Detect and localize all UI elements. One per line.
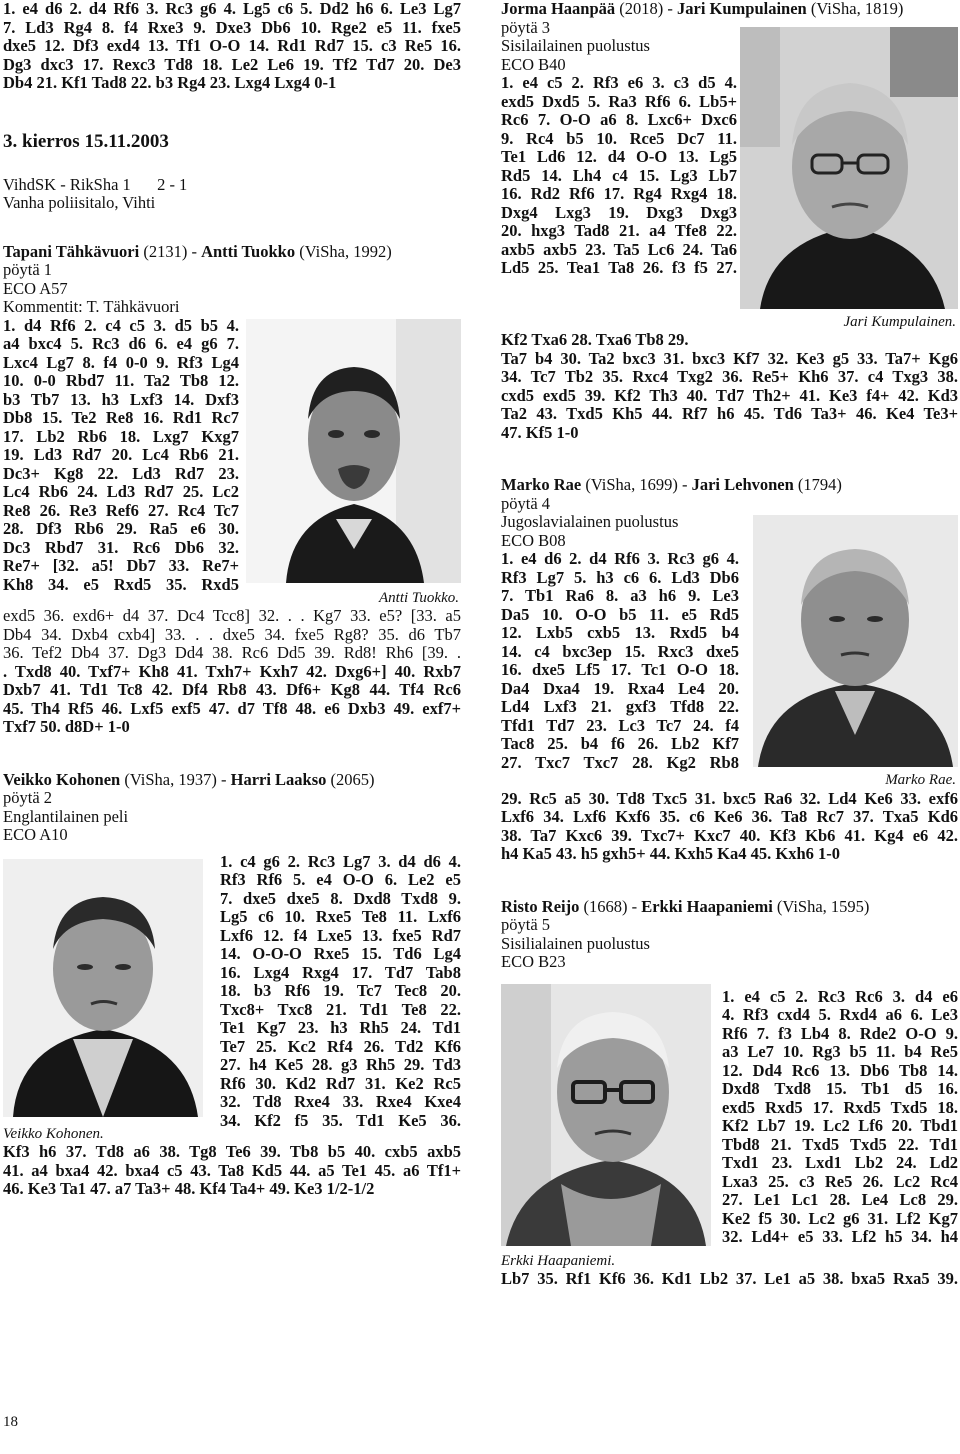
game-moves-continued bbox=[3, 607, 461, 737]
move-line: Da5 10. O-O b5 11. e5 Rd5 bbox=[501, 604, 739, 624]
white-player: Tapani Tähkävuori bbox=[3, 241, 140, 261]
move-line: 17. Lb2 Rb6 18. Lxg7 Kxg7 bbox=[3, 426, 239, 446]
photo-caption: Erkki Haapaniemi. bbox=[501, 1252, 616, 1269]
white-info: (ViSha, 1937) - bbox=[124, 769, 227, 789]
opening-name: Jugoslavialainen puolustus bbox=[501, 512, 679, 531]
move-line: 36. Tef2 Db4 37. Dg3 Dd4 38. Rc6 Dd5 39. Rd8! Rh6 [39. . bbox=[3, 643, 461, 662]
move-line: 1. c4 g6 2. Rc3 Lg7 3. d4 d6 4. bbox=[220, 851, 461, 871]
move-line: 28. Df3 Rb6 29. Ra5 e6 30. bbox=[3, 519, 239, 538]
move-line: Lc4 Rb6 24. Ld3 Rd7 25. Lc2 bbox=[3, 482, 239, 501]
game-moves bbox=[722, 988, 958, 1247]
move-line: Lxf6 34. Lxf6 Kxf6 35. c6 Ke6 36. Ta8 Rc7 37. Txa5 Kd6 bbox=[501, 807, 958, 826]
move-line: Re7+ [32. a5! Db7 33. Re7+ bbox=[3, 556, 239, 575]
move-line: cxd5 exd5 39. Kf2 Th3 40. Td7 Th2+ 41. Ke3 f4+ 42. Kd3 bbox=[501, 385, 958, 405]
photo-block bbox=[246, 317, 461, 608]
move-line: Dxd8 Txd8 15. Tb1 d5 16. bbox=[722, 1079, 958, 1098]
move-line: Txc8+ Txc8 21. Td1 Te8 22. bbox=[220, 999, 461, 1019]
move-line: 1. d4 Rf6 2. c4 c5 3. d5 b5 4. bbox=[3, 315, 239, 335]
black-info: (2065) bbox=[330, 769, 375, 789]
move-line: Te1 Kg7 23. h3 Rh5 24. Td1 bbox=[220, 1018, 461, 1037]
game-header-and-moves bbox=[501, 513, 739, 772]
white-info: (1668) - bbox=[583, 896, 638, 916]
move-line: 1. e4 c5 2. Rc3 Rc6 3. d4 e6 bbox=[722, 986, 958, 1006]
game-1 bbox=[3, 243, 461, 737]
move-line: Db8 15. Te2 Re8 16. Rd1 Rc7 bbox=[3, 408, 239, 427]
move-line: Te1 Ld6 12. d4 O-O 13. Lg5 bbox=[501, 147, 737, 166]
move-line: Kh8 34. e5 Rxd5 35. Rxd5 bbox=[3, 574, 239, 594]
move-line: dxe5 12. Df3 exd4 13. Tf1 O-O 14. Rd1 Rd7 15. c3 Re5 16. bbox=[3, 36, 461, 55]
move-line: Dg3 dxc3 17. Rexc3 Td8 18. Le2 Le6 19. Tf2 Td7 20. De3 bbox=[3, 54, 461, 74]
move-line: Tbd8 21. Txd5 Txd5 22. Td1 bbox=[722, 1134, 958, 1154]
move-line: a4 bxc4 5. Rc3 d6 6. e4 g6 7. bbox=[3, 334, 239, 353]
move-line: 14. c4 bxc3ep 15. Rxc3 dxe5 bbox=[501, 641, 739, 661]
player-photo-jari-kumpulainen bbox=[740, 27, 958, 309]
move-line: 12. Dd4 Rc6 13. Db6 Tb8 14. bbox=[722, 1060, 958, 1080]
move-line: 14. O-O-O Rxe5 15. Td6 Lg4 bbox=[220, 944, 461, 963]
move-line: Ke2 f5 30. Lc2 g6 31. Lf2 Kg7 bbox=[722, 1208, 958, 1228]
game-moves-continued bbox=[501, 331, 958, 442]
game-moves bbox=[501, 74, 737, 278]
game-4 bbox=[501, 476, 958, 864]
photo-block bbox=[501, 972, 711, 1271]
eco-code: ECO A57 bbox=[3, 278, 68, 298]
move-line: 7. Tb1 Ra6 8. a3 h6 9. Le3 bbox=[501, 586, 739, 605]
move-line: Rf3 Rf6 5. e4 O-O 6. Le2 e5 bbox=[220, 870, 461, 889]
left-column bbox=[3, 0, 461, 1199]
move-line: Ld5 25. Tea1 Ta8 26. f3 f5 27. bbox=[501, 258, 737, 277]
player-photo-antti-tuokko bbox=[246, 319, 461, 583]
move-line: exd5 Dxd5 5. Ra3 Rf6 6. Lb5+ bbox=[501, 91, 737, 111]
move-line: Rf3 Lg7 5. h3 c6 6. Ld3 Db6 bbox=[501, 567, 739, 587]
white-info: (ViSha, 1699) - bbox=[585, 475, 688, 494]
move-line: 27. Txc7 Txc7 28. Kg2 Rb8 bbox=[501, 752, 739, 772]
move-line: Dxg4 Lxg3 19. Dxg3 Dxg3 bbox=[501, 202, 737, 222]
right-column bbox=[501, 0, 958, 1289]
game-players bbox=[3, 243, 461, 262]
move-line: b3 Tb7 13. h3 Lxf3 14. Dxf3 bbox=[3, 389, 239, 409]
move-line: 47. Kf5 1-0 bbox=[501, 422, 579, 442]
move-line: 41. a4 bxa4 42. bxa4 c5 43. Ta8 Kd5 44. a5 Te1 45. a6 Tf1+ bbox=[3, 1160, 461, 1180]
move-line: Kf3 h6 37. Td8 a6 38. Tg8 Te6 39. Tb8 b5 40. cxb5 axb5 bbox=[3, 1142, 461, 1161]
black-info: (ViSha, 1819) bbox=[810, 0, 904, 18]
photo-caption: Veikko Kohonen. bbox=[3, 1125, 104, 1142]
move-line: 16. Lxg4 Rxg4 17. Td7 Tab8 bbox=[220, 962, 461, 982]
move-line: 10. 0-0 Rbd7 11. Ta2 Tb8 12. bbox=[3, 371, 239, 390]
black-player: Erkki Haapaniemi bbox=[641, 896, 773, 916]
move-line: 18. b3 Rf6 19. Tc7 Tec8 20. bbox=[220, 981, 461, 1000]
move-line: 4. Rf3 cxd4 5. Rxd4 a6 6. Le3 bbox=[722, 1005, 958, 1024]
match-teams: VihdSK - RikSha 1 bbox=[3, 174, 131, 194]
move-line: 20. hxg3 Tad8 21. a4 Tfe8 22. bbox=[501, 221, 737, 240]
move-line: Db4 21. Kf1 Tad8 22. b3 Rg4 23. Lxg4 Lxg4 0-1 bbox=[3, 73, 337, 92]
black-info: (1794) bbox=[797, 475, 842, 494]
black-info: (ViSha, 1992) bbox=[299, 241, 392, 261]
move-line: 27. Le1 Lc1 28. Le4 Lc8 29. bbox=[722, 1190, 958, 1209]
move-line: 16. Rd2 Rf6 17. Rg4 Rxg4 18. bbox=[501, 184, 737, 203]
move-line: Da4 Dxa4 19. Rxa4 Le4 20. bbox=[501, 678, 739, 698]
player-photo-veikko-kohonen bbox=[3, 859, 203, 1117]
white-player: Jorma Haanpää bbox=[501, 0, 616, 18]
game-3 bbox=[501, 0, 958, 442]
photo-caption: Antti Tuokko. bbox=[379, 589, 459, 606]
move-line: 27. h4 Ke5 28. g3 Rh5 29. Td3 bbox=[220, 1055, 461, 1074]
game-moves-continued bbox=[501, 1270, 958, 1289]
move-line: 29. Rc5 a5 30. Td8 Txc5 31. bxc5 Ra6 32. Ld4 Ke6 33. exf6 bbox=[501, 788, 958, 808]
round-heading: 3. kierros 15.11.2003 bbox=[3, 130, 169, 152]
move-line: . Txd8 40. Txf7+ Kh8 41. Txh7+ Kxh7 42. Dxg6+] 40. Rxb7 bbox=[3, 661, 461, 681]
player-photo-marko-rae bbox=[753, 515, 958, 767]
eco-code: ECO B08 bbox=[501, 530, 566, 550]
move-line: Lxf6 12. f4 Lxe5 13. fxe5 Rd7 bbox=[220, 925, 461, 945]
move-line: Rc6 7. O-O a6 8. Lxc6+ Dxc6 bbox=[501, 110, 737, 129]
white-player: Marko Rae bbox=[501, 475, 582, 494]
move-line: 12. Lxb5 cxb5 13. Rxd5 b4 bbox=[501, 623, 739, 642]
game-players bbox=[501, 898, 958, 917]
move-line: 1. e4 d6 2. d4 Rf6 3. Rc3 g6 4. bbox=[501, 549, 739, 568]
black-player: Harri Laakso bbox=[230, 769, 327, 789]
black-info: (ViSha, 1595) bbox=[776, 896, 870, 916]
white-player: Veikko Kohonen bbox=[3, 769, 121, 789]
move-line: Db4 34. Dxb4 cxb4] 33. . . dxe5 34. fxe5 Rg8? 35. d6 Tb7 bbox=[3, 624, 461, 644]
game-players bbox=[3, 771, 461, 790]
move-line: Rf6 30. Kd2 Rd7 31. Ke2 Rc5 bbox=[220, 1073, 461, 1093]
move-line: 32. Ld4+ e5 33. Lf2 h5 34. h4 bbox=[722, 1227, 958, 1246]
move-line: 32. Td8 Rxe4 33. Rxe4 Kxe4 bbox=[220, 1092, 461, 1111]
move-line: 16. dxe5 Lf5 17. Tc1 O-O 18. bbox=[501, 660, 739, 679]
photo-caption: Marko Rae. bbox=[885, 772, 956, 788]
move-line: 1. e4 c5 2. Rf3 e6 3. c3 d5 4. bbox=[501, 73, 737, 92]
move-line: Kf2 Lb7 19. Lc2 Lf6 20. Tbd1 bbox=[722, 1116, 958, 1135]
move-line: Txd1 23. Lxd1 Lb2 24. Ld2 bbox=[722, 1153, 958, 1172]
eco-code: ECO B40 bbox=[501, 54, 566, 74]
black-player: Jari Lehvonen bbox=[691, 475, 794, 494]
move-line: Dc3 Rbd7 31. Rc6 Db6 32. bbox=[3, 537, 239, 557]
photo-block bbox=[753, 513, 958, 790]
move-line: Lxc4 Lg7 8. f4 0-0 9. Rf3 Lg4 bbox=[3, 352, 239, 372]
game-players bbox=[501, 476, 958, 495]
photo-caption: Jari Kumpulainen. bbox=[843, 313, 956, 330]
game-moves bbox=[3, 317, 239, 595]
move-line: Lg5 c6 10. Rxe5 Te8 11. Lxf6 bbox=[220, 907, 461, 926]
white-player: Risto Reijo bbox=[501, 896, 580, 916]
move-line: Tac8 25. b4 f6 26. Lb2 Kf7 bbox=[501, 734, 739, 753]
move-line: h4 Ka5 43. h5 gxh5+ 44. Kxh5 Ka4 45. Kxh6 1-0 bbox=[501, 844, 840, 863]
top-moves bbox=[3, 0, 461, 93]
move-line: Lb7 35. Rf1 Kf6 36. Kd1 Lb2 37. Le1 a5 38. bxa5 Rxa5 39. bbox=[501, 1269, 958, 1288]
game-5 bbox=[501, 898, 958, 1289]
move-line: Rd5 14. Lh4 c4 15. Lg3 Lb7 bbox=[501, 165, 737, 185]
move-line: Txf7 50. d8D+ 1-0 bbox=[3, 717, 130, 736]
move-line: Te7 25. Kc2 Rf4 26. Td2 Kf6 bbox=[220, 1036, 461, 1056]
move-line: Dc3+ Kg8 22. Ld3 Rd7 23. bbox=[3, 463, 239, 483]
move-line: Rf6 7. f3 Lb4 8. Rde2 O-O 9. bbox=[722, 1023, 958, 1043]
move-line: 1. e4 d6 2. d4 Rf6 3. Rc3 g6 4. Lg5 c6 5. Dd2 h6 6. Le3 Lg7 bbox=[3, 0, 461, 18]
match-venue: Vanha poliisitalo, Vihti bbox=[3, 193, 156, 212]
move-line: a3 Le7 10. Rg3 b5 11. b4 Re5 bbox=[722, 1042, 958, 1061]
move-line: axb5 axb5 23. Ta5 Lc6 24. Ta6 bbox=[501, 239, 737, 259]
game-moves bbox=[501, 550, 739, 772]
move-line: Dxb7 41. Td1 Tc8 42. Df4 Rb8 43. Df6+ Kg8 44. Tf4 Rc6 bbox=[3, 680, 461, 699]
board-number: pöytä 1 bbox=[3, 260, 53, 279]
move-line: exd5 Rxd5 17. Rxd5 Txd5 18. bbox=[722, 1097, 958, 1117]
move-line: Ld4 Lxf3 21. gxf3 Tfd8 22. bbox=[501, 697, 739, 716]
move-line: Ta2 43. Txd5 Kh5 44. Rf7 h6 45. Td6 Ta3+ 46. Ke4 Te3+ bbox=[501, 404, 958, 423]
game-header-and-moves bbox=[501, 19, 737, 278]
move-line: Tfd1 Td7 23. Lc3 Tc7 24. f4 bbox=[501, 715, 739, 735]
move-line: 46. Ke3 Ta1 47. a7 Ta3+ 48. Kf4 Ta4+ 49. Ke3 1/2-1/2 bbox=[3, 1179, 375, 1198]
white-info: (2131) - bbox=[143, 241, 197, 261]
game-players bbox=[501, 0, 958, 19]
move-line: 34. Tc7 Tb2 35. Rxc4 Txg2 36. Re5+ Kh6 37. c4 Txg3 38. bbox=[501, 367, 958, 386]
eco-code: ECO A10 bbox=[3, 825, 68, 844]
board-number: pöytä 3 bbox=[501, 17, 551, 37]
game-moves bbox=[220, 853, 461, 1131]
move-line: 9. Rc4 b5 10. Rce5 Dc7 11. bbox=[501, 128, 737, 148]
move-line: exd5 36. exd6+ d4 37. Dc4 Tcc8] 32. . . Kg7 33. e5? [33. a5 bbox=[3, 606, 461, 625]
match-line bbox=[3, 176, 461, 195]
match-score: 2 - 1 bbox=[157, 174, 188, 194]
move-line: Re8 26. Re3 Ref6 27. Rc4 Tc7 bbox=[3, 500, 239, 520]
opening-name: Sisilailainen puolustus bbox=[501, 36, 650, 55]
comment-credit: Kommentit: T. Tähkävuori bbox=[3, 297, 180, 316]
game-moves-continued bbox=[501, 790, 958, 864]
board-number: pöytä 5 bbox=[501, 915, 551, 934]
page-number: 18 bbox=[3, 1414, 18, 1430]
board-number: pöytä 2 bbox=[3, 788, 53, 807]
game-moves-continued bbox=[3, 1143, 461, 1199]
white-info: (2018) - bbox=[619, 0, 673, 18]
move-line: Ta7 b4 30. Ta2 bxc3 31. bxc3 Kf7 32. Ke3 g5 33. Ta7+ Kg6 bbox=[501, 348, 958, 368]
photo-block bbox=[740, 19, 958, 332]
photo-block bbox=[3, 845, 203, 1144]
eco-code: ECO B23 bbox=[501, 952, 566, 971]
move-line: 45. Th4 Rf5 46. Lxf5 exf5 47. d7 Tf8 48. e6 Dxb3 49. exf7+ bbox=[3, 698, 461, 718]
move-line: 19. Ld3 Rd7 20. Lc4 Rb6 21. bbox=[3, 445, 239, 464]
game-2 bbox=[3, 771, 461, 1199]
move-line: Lxa3 25. c3 Re5 26. Lc2 Rc4 bbox=[722, 1171, 958, 1191]
board-number: pöytä 4 bbox=[501, 493, 551, 513]
black-player: Antti Tuokko bbox=[201, 241, 296, 261]
move-line: 38. Ta7 Kxc6 39. Txc7+ Kxc7 40. Kf3 Kb6 41. Kg4 e6 42. bbox=[501, 825, 958, 845]
move-line: 7. Ld3 Rg4 8. f4 Rxe3 9. Dxe3 Db6 10. Rge2 e5 11. fxe5 bbox=[3, 17, 461, 37]
move-line: 7. dxe5 dxe5 8. Dxd8 Txd8 9. bbox=[220, 888, 461, 908]
move-line: Kf2 Txa6 28. Txa6 Tb8 29. bbox=[501, 330, 689, 349]
opening-name: Englantilainen peli bbox=[3, 806, 129, 826]
opening-name: Sisilialainen puolustus bbox=[501, 933, 650, 953]
black-player: Jari Kumpulainen bbox=[677, 0, 807, 18]
move-line: 34. Kf2 f5 35. Td1 Ke5 36. bbox=[220, 1110, 461, 1130]
player-photo-erkki-haapaniemi bbox=[501, 984, 711, 1246]
